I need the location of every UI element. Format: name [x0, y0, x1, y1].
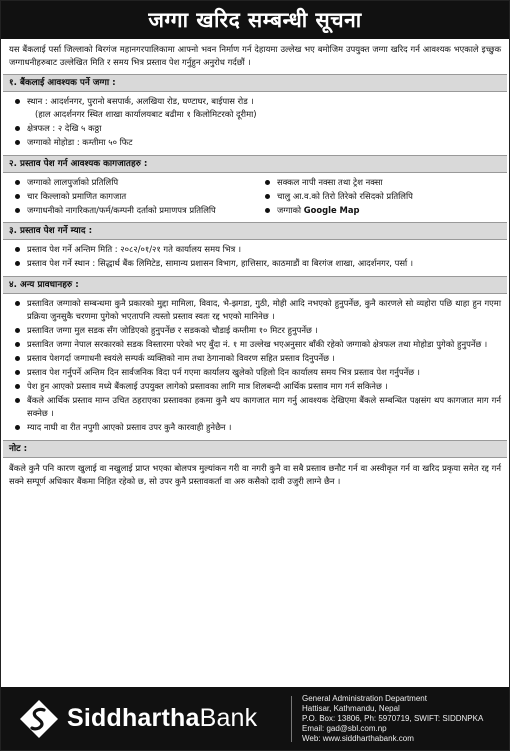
- list-item: प्रस्तावित जग्गाको सम्बन्धमा कुनै प्रकारको मुद्दा मामिला, विवाद, भै-झगडा, गुठी, मोही आदि नभएको हुनुपर्नेछ, कुनै कारणले सो व्यहोरा पछि थाहा हुन गएमा प्रक्रिया जुनसुकै चरणमा पुगेको भएतापनि त्यस्तो प्रस्ताव स्वतः रद्द भएको मानिनेछ ।: [27, 298, 501, 321]
- bank-name-bold: Siddhartha: [67, 704, 200, 732]
- list-item: जग्गाको मोहोडा : कम्तीमा ५० फिट: [27, 136, 501, 149]
- footer: [1, 687, 509, 750]
- list-item: प्रस्ताव पेश गर्ने अन्तिम मिति : २०८२/०१/२१ गते कार्यालय समय भित्र ।: [27, 243, 501, 256]
- bank-logo-icon: [19, 699, 59, 739]
- section1-heading: १. बैंकलाई आवश्यक पर्ने जग्गा :: [3, 74, 507, 92]
- section1-list: [1, 94, 509, 152]
- note-text: बैंकले कुनै पनि कारण खुलाई वा नखुलाई प्राप्त भएका बोलपत्र मुल्यांकन गरी वा नगरी कुनै वा सबै प्रस्ताव छनौट गर्न वा अस्वीकृत गर्न वा खरिद प्रकृया समेत रद्द गर्न सक्ने सम्पूर्ण अधिकार बैंकमा निहित रहेको छ, सो उपर कुनै प्रस्तावकर्ता वा अरु कसैको दावी उजुरी लाग्ने छैन ।: [9, 463, 501, 486]
- note-heading: नोट :: [3, 440, 507, 458]
- list-item: [27, 95, 501, 121]
- section3-heading: ३. प्रस्ताव पेश गर्ने म्याद :: [3, 222, 507, 240]
- section3-list: [1, 242, 509, 273]
- bank-name: [67, 704, 257, 733]
- contact-block: [302, 694, 483, 744]
- list-item: सक्कल नापी नक्सा तथा ट्रेश नक्सा: [277, 176, 502, 189]
- notice-title: जग्गा खरिद सम्बन्धी सूचना: [1, 1, 509, 39]
- bank-logo: [1, 699, 291, 739]
- section2-list: [1, 175, 509, 219]
- list-item: म्याद नाघी वा रीत नपुगी आएको प्रस्ताव उपर कुनै कारवाही हुनेछैन ।: [27, 421, 501, 434]
- contact-department: General Administration Department: [302, 693, 427, 703]
- contact-web: Web: www.siddharthabank.com: [302, 733, 414, 743]
- footer-divider: [291, 696, 292, 742]
- list-item: चार किल्लाको प्रमाणित कागजात: [27, 190, 277, 203]
- gmap-prefix: जग्गाको: [277, 205, 304, 215]
- list-item: जग्गाको लालपुर्जाको प्रतिलिपि: [27, 176, 277, 189]
- list-item: प्रस्तावित जग्गा मुल सडक सँग जोडिएको हुनुपर्नेछ र सडकको चौडाई कम्तीमा १० मिटर हुनुपर्नेछ ।: [27, 324, 501, 337]
- list-item: चालु आ.व.को तिरो तिरेको रसिदको प्रतिलिपि: [277, 190, 502, 203]
- list-item: प्रस्ताव पेश गर्नुपर्ने अन्तिम दिन सार्वजनिक विदा पर्न गएमा कार्यालय खुलेको पहिलो दिन कार्यालय समय भित्र प्रस्ताव पेश गर्नुपर्नेछ ।: [27, 366, 501, 379]
- list-item: जग्गाधनीको नागरिकता/फर्म/कम्पनी दर्ताको प्रमाणपत्र प्रतिलिपि: [27, 204, 277, 217]
- gmap-label: Google Map: [303, 205, 360, 215]
- section2-heading: २. प्रस्ताव पेश गर्न आवश्यक कागजातहरु :: [3, 155, 507, 173]
- contact-address: Hattisar, Kathmandu, Nepal: [302, 703, 400, 713]
- bank-name-light: Bank: [199, 704, 258, 732]
- list-item: प्रस्ताव पेशगर्दा जग्गाधनी स्वयंले सम्पर्क व्यक्तिको नाम तथा ठेगानाको विवरण सहित प्रस्ताव दिनुपर्नेछ ।: [27, 352, 501, 365]
- list-item: बैंकले आर्थिक प्रस्ताव माग्न उचित ठहराएका प्रस्तावका हकमा कुनै थप कागजात माग गर्नु आवश्यक देखिएमा बैंकले सम्बन्धित पक्षसंग थप कागजात माग गर्न सक्नेछ ।: [27, 395, 501, 418]
- contact-phone: P.O. Box: 13806, Ph: 5970719, SWIFT: SIDDNPKA: [302, 713, 484, 723]
- location-subtext: (हाल आदर्शनगर स्थित शाखा कार्यालयबाट बढीमा १ किलोमिटरको दूरीमा): [35, 109, 257, 119]
- list-item: प्रस्ताव पेश गर्ने स्थान : सिद्धार्थ बैंक लिमिटेड, सामान्य प्रशासन विभाग, हात्तिसार, काठमाडौं वा बिरगंज शाखा, आदर्शनगर, पर्सा ।: [27, 257, 501, 270]
- contact-email: Email: gad@sbl.com.np: [302, 723, 387, 733]
- intro-paragraph: यस बैंकलाई पर्सा जिल्लाको बिरगंज महानगरपालिकामा आफ्नो भवन निर्माण गर्न देहायमा उल्लेख भए बमोजिम उपयुक्त जग्गा खरिद गर्न आवश्यक भएकाले इच्छुक जग्गाधनीहरुबाट उल्लेखित मिति र समय भित्र प्रस्ताव पेश गर्नुहुन अनुरोध गर्दछौं ।: [9, 44, 501, 67]
- list-item: [277, 204, 502, 217]
- list-item: पेश हुन आएको प्रस्ताव मध्ये बैंकलाई उपयुक्त लागेको प्रस्तावका लागि मात्र शिलबन्दी आर्थिक प्रस्ताव माग गर्न सकिनेछ ।: [27, 380, 501, 393]
- section4-list: [1, 296, 509, 437]
- location-text: स्थान : आदर्शनगर, पुरानो बसपार्क, अलखिया रोड, घण्टाघर, बाईपास रोड ।: [27, 96, 254, 106]
- list-item: प्रस्तावित जग्गा नेपाल सरकारको सडक विस्तारमा परेको भए बुँदा नं. १ मा उल्लेख भएअनुसार बाँकी रहेको जग्गाको क्षेत्रफल तथा मोहोडा पुगेको हुनुपर्नेछ ।: [27, 338, 501, 351]
- list-item: क्षेत्रफल : २ देखि ५ कठ्ठा: [27, 122, 501, 135]
- section4-heading: ४. अन्य प्रावधानहरु :: [3, 276, 507, 294]
